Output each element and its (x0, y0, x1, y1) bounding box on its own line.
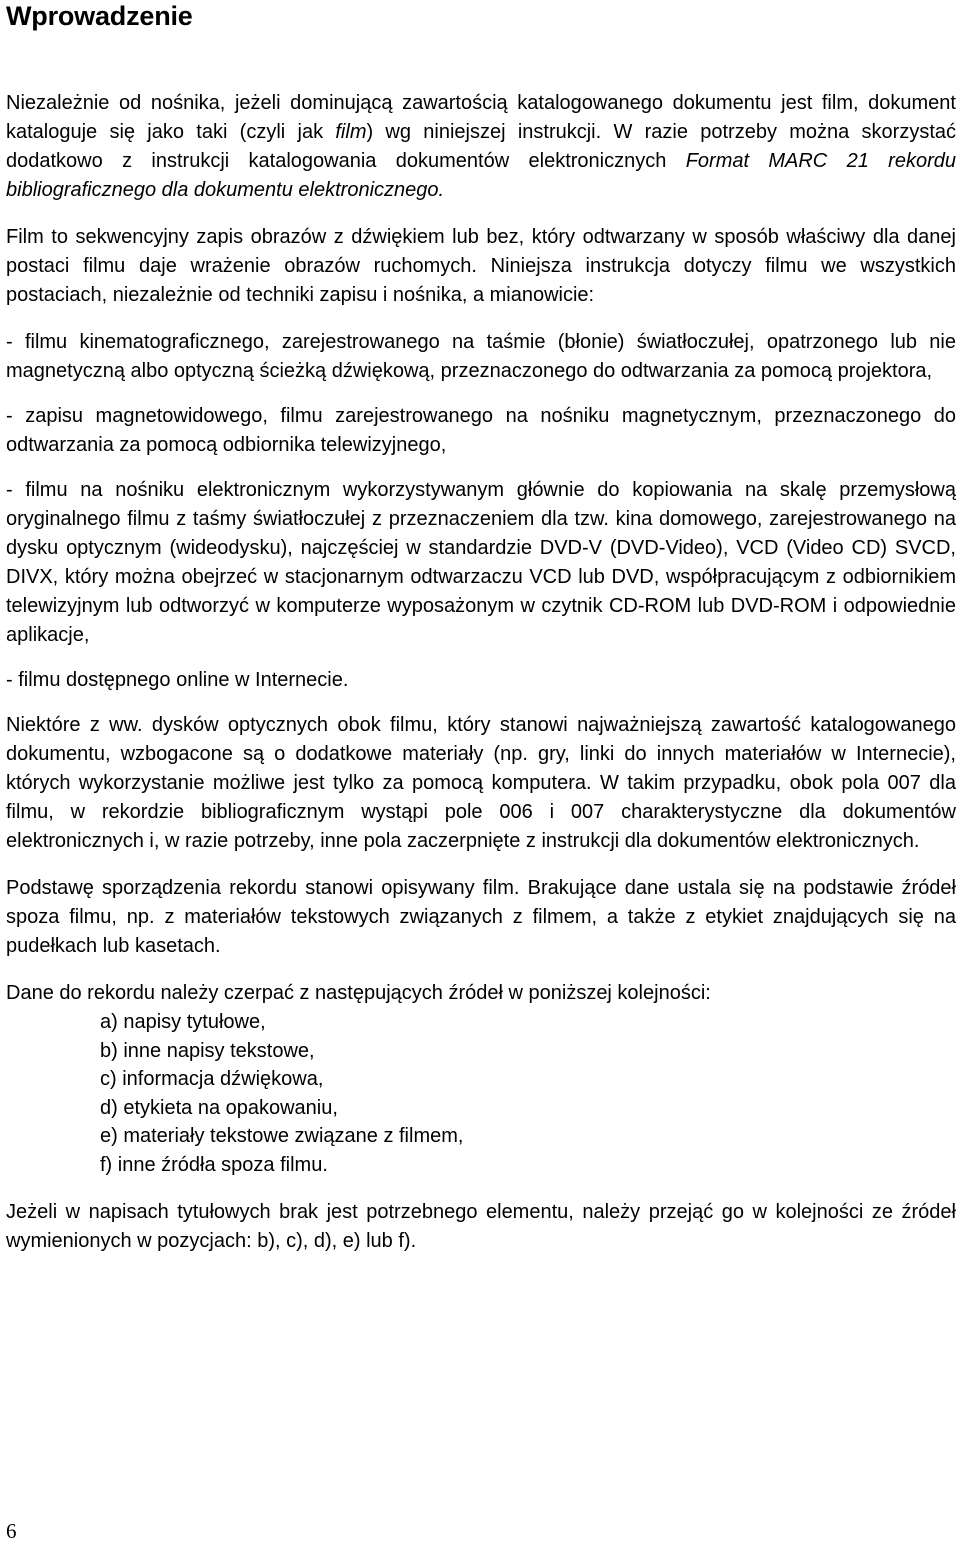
document-page (6, 0, 956, 1256)
film-term: film (335, 121, 367, 143)
list-item: c) informacja dźwiękowa, (100, 1068, 324, 1091)
closing-paragraph: Jeżeli w napisach tytułowych brak jest potrzebnego elementu, należy przejąć go w kolejności ze źródeł wymienionych w pozycjach: b), c), d), e) lub f). (6, 1200, 956, 1252)
spacer (6, 31, 956, 89)
spacer (6, 1180, 956, 1198)
form-item-online: - filmu dostępnego online w Internecie. (6, 669, 349, 691)
intro-text-2: ) wg niniejszej instrukcji. W razie potrzeby można skorzystać dodatkowo z instrukcji katalogowania dokumentów elektronicznych (6, 121, 957, 172)
list-item: a) napisy tytułowe, (100, 1011, 266, 1033)
record-basis-paragraph: Podstawę sporządzenia rekordu stanowi opisywany film. Brakujące dane ustala się na podstawie źródeł spoza filmu, np. z materiałów tekstowych związanych z filmem, a także z etykiet znajdujących się na pudełkach lub kasetach. (6, 877, 956, 957)
page-title: Wprowadzenie (6, 1, 193, 31)
spacer (6, 386, 956, 402)
sources-list (6, 1008, 956, 1180)
spacer (6, 961, 956, 979)
form-item-cinematographic: - filmu kinematograficznego, zarejestrowanego na taśmie (błonie) światłoczułej, opatrzonego lub nie magnetyczną albo optyczną ścieżką dźwiękową, przeznaczonego do odtwarzania za pomocą projektora, (6, 331, 956, 382)
sources-intro: Dane do rekordu należy czerpać z następujących źródeł w poniższej kolejności: (6, 982, 711, 1004)
optical-discs-paragraph: Niektóre z ww. dysków optycznych obok filmu, który stanowi najważniejszą zawartość katalogowanego dokumentu, wzbogacone są o dodatkowe materiały (np. gry, linki do innych materiałów w Internecie), których wykorzystanie możliwe jest tylko za pomocą komputera. W takim przypadku, obok pola 007 dla filmu, w rekordzie bibliograficznym wystąpi pole 006 i 007 charakterystyczne dla dokumentów elektronicznych i, w razie potrzeby, inne pola zaczerpnięte z instrukcji dla dokumentów elektronicznych. (6, 714, 956, 852)
intro-text-1: Niezależnie od nośnika, jeżeli dominującą zawartością katalogowanego dokumentu jest film, dokument kataloguje się jako taki (czyli jak (6, 92, 956, 143)
form-item-electronic-carrier: - filmu na nośniku elektronicznym wykorzystywanym głównie do kopiowania na skalę przemysłową oryginalnego filmu z taśmy światłoczułej z przeznaczeniem dla tzw. kina domowego, zarejestrowanego na dysku optycznym (wideodysku), najczęściej w standardzie DVD-V (DVD-Video), VCD (Video CD) SVCD, DIVX, który można obejrzeć w stacjonarnym odtwarzaczu VCD lub DVD, współpracującym z odbiornikiem telewizyjnym lub odtworzyć w komputerze wyposażonym w czytnik CD-ROM lub DVD-ROM i odpowiednie aplikacje, (6, 479, 956, 646)
spacer (6, 460, 956, 476)
spacer (6, 205, 956, 223)
spacer (6, 695, 956, 711)
intro-paragraph (6, 89, 956, 205)
reference-title: Format MARC 21 rekordu bibliograficznego dla dokumentu elektronicznego. (6, 150, 956, 201)
definition-paragraph: Film to sekwencyjny zapis obrazów z dźwiękiem lub bez, który odtwarzany w sposób właściwy dla danej postaci filmu daje wrażenie obrazów ruchomych. Niniejsza instrukcja dotyczy filmu we wszystkich postaciach, niezależnie od techniki zapisu i nośnika, a mianowicie: (6, 226, 956, 306)
spacer (6, 856, 956, 874)
page-number: 6 (6, 1519, 17, 1543)
spacer (6, 310, 956, 328)
form-item-video-tape: - zapisu magnetowidowego, filmu zarejestrowanego na nośniku magnetycznym, przeznaczonego do odtwarzania za pomocą odbiornika telewizyjnego, (6, 405, 956, 456)
list-item: e) materiały tekstowe związane z filmem, (100, 1125, 464, 1148)
list-item: f) inne źródła spoza filmu. (100, 1153, 328, 1176)
list-item: d) etykieta na opakowaniu, (100, 1096, 338, 1119)
spacer (6, 650, 956, 666)
list-item: b) inne napisy tekstowe, (100, 1039, 315, 1062)
